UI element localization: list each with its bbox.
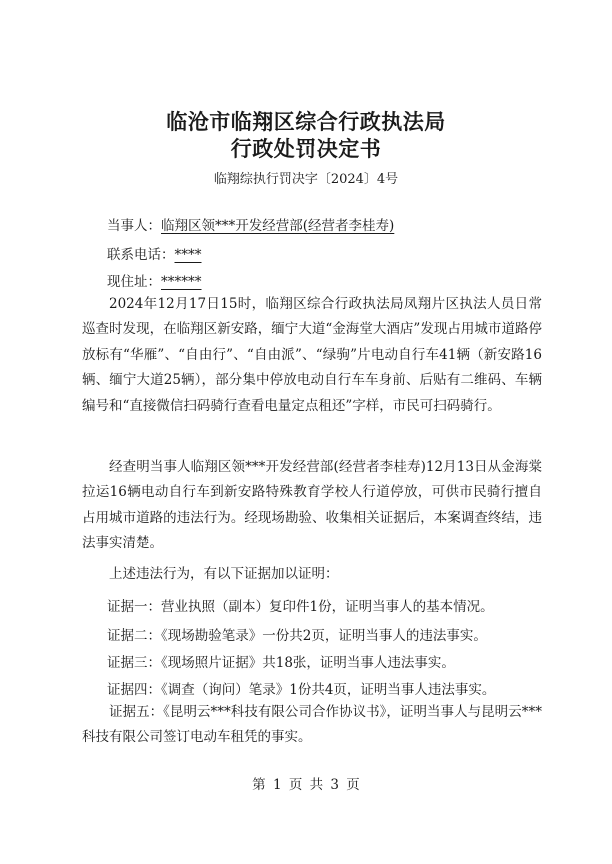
party-address-value: ******: [161, 274, 202, 290]
evidence-item: 证据一：营业执照（副本）复印件1份，证明当事人的基本情况。: [107, 599, 494, 615]
party-phone-line: [107, 243, 202, 263]
party-phone-label: 联系电话：: [107, 247, 175, 263]
evidence-item: 证据三：《现场照片证据》共18张，证明当事人违法事实。: [107, 655, 455, 671]
document-title-type: 行政处罚决定书: [230, 136, 382, 161]
page-number: 第 1 页 共 3 页: [252, 777, 360, 793]
facts-paragraph: 2024年12月17日15时，临翔区综合行政执法局凤翔片区执法人员日常巡查时发现，在临翔区新安路，缅宁大道“金海堂大酒店”发现占用城市道路停放标有“华雁”、“自由行”、“自由派”、“绿驹”片电动自行车41辆（新安路16辆、缅宁大道25辆），部分集中停放电动自行车车身前、后贴有二维码、车辆编号和“直接微信扫码骑行查看电量定点租还”字样，市民可扫码骑行。: [82, 296, 542, 414]
evidence-item: 证据二：《现场勘验笔录》一份共2页，证明当事人的违法事实。: [107, 628, 487, 644]
party-address-label: 现住址：: [107, 274, 161, 290]
document-number: 临翔综执行罚决字〔2024〕4号: [213, 172, 399, 187]
investigation-paragraph: 经查明当事人临翔区领***开发经营部(经营者李桂寿)12月13日从金海棠拉运16辆电动自行车到新安路特殊教育学校人行道停放，可供市民骑行擅自占用城市道路的违法行为。经现场勘验、收集相关证据后，本案调查终结，违法事实清楚。: [82, 459, 542, 552]
document-title-agency: 临沧市临翔区综合行政执法局: [166, 109, 446, 134]
party-phone-value: ****: [174, 247, 202, 263]
evidence-item: 证据五：《昆明云***科技有限公司合作协议书》，证明当事人与昆明云***科技有限公司签订电动车租凭的事实。: [82, 704, 542, 746]
party-name-value: 临翔区领***开发经营部(经营者李桂寿): [161, 218, 395, 234]
party-name-line: [107, 214, 394, 234]
evidence-intro: 上述违法行为，有以下证据加以证明：: [109, 566, 339, 582]
party-name-label: 当事人：: [107, 218, 161, 234]
evidence-item: 证据四：《调查（询问）笔录》1份共4页，证明当事人违法事实。: [107, 682, 496, 698]
party-address-line: [107, 270, 202, 290]
